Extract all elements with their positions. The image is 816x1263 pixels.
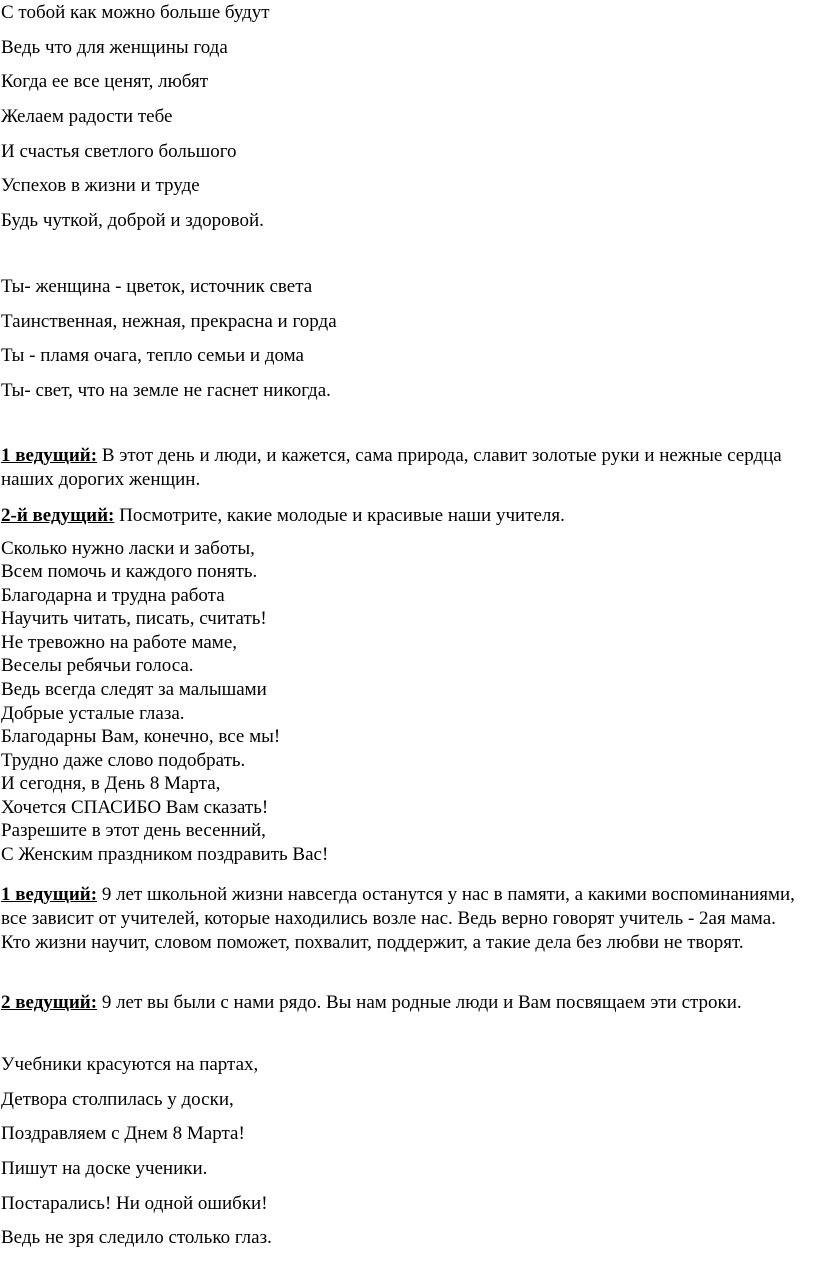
poem-line: Хочется СПАСИБО Вам сказать! <box>1 797 269 818</box>
poem-line: Ты- свет, что на земле не гаснет никогда. <box>1 380 331 401</box>
poem-line: Будь чуткой, доброй и здоровой. <box>1 210 264 231</box>
speaker-text: В этот день и люди, и кажется, сама природа, славит золотые руки и нежные сердца наших дорогих женщин. <box>1 445 782 490</box>
speaker-text: Посмотрите, какие молодые и красивые наши учителя. <box>114 505 565 526</box>
poem-line: Поздравляем с Днем 8 Марта! <box>1 1123 245 1144</box>
poem-line: Трудно даже слово подобрать. <box>1 750 246 771</box>
poem-line: Научить читать, писать, считать! <box>1 608 267 629</box>
poem-line: С Женским праздником поздравить Вас! <box>1 844 329 865</box>
speaker-text: 9 лет вы были с нами рядо. Вы нам родные люди и Вам посвящаем эти строки. <box>97 992 742 1013</box>
poem-line: Веселы ребячьи голоса. <box>1 655 194 676</box>
poem-line: И счастья светлого большого <box>1 141 237 162</box>
speaker-label: 2 ведущий: <box>1 992 98 1013</box>
poem-line: Благодарна и трудна работа <box>1 585 225 606</box>
poem-line: Всем помочь и каждого понять. <box>1 561 258 582</box>
poem-line: Сколько нужно ласки и заботы, <box>1 538 255 559</box>
poem-line: Ты - пламя очага, тепло семьи и дома <box>1 345 304 366</box>
speaker-label: 2-й ведущий: <box>1 505 115 526</box>
poem-line: Постарались! Ни одной ошибки! <box>1 1193 268 1214</box>
poem-line: Учебники красуются на партах, <box>1 1054 259 1075</box>
poem-line: Не тревожно на работе маме, <box>1 632 238 653</box>
poem-line: Пишут на доске ученики. <box>1 1158 208 1179</box>
speaker-paragraph <box>1 883 809 955</box>
speaker-paragraph <box>1 991 809 1015</box>
poem-line: Когда ее все ценят, любят <box>1 71 209 92</box>
poem-line: И сегодня, в День 8 Марта, <box>1 773 221 794</box>
speaker-text: 9 лет школьной жизни навсегда останутся у нас в памяти, а какими воспоминаниями, все зависит от учителей, которые находились возле нас. Ведь верно говорят учитель - 2ая мама. Кто жизни научит, словом поможет, похвалит, поддержит, а такие дела без любви не творят. <box>1 884 795 953</box>
poem-line: Ведь что для женщины года <box>1 37 228 58</box>
poem-line: Разрешите в этот день весенний, <box>1 820 266 841</box>
poem-line: Благодарны Вам, конечно, все мы! <box>1 726 281 747</box>
poem-line: С тобой как можно больше будут <box>1 2 270 23</box>
poem-line: Добрые усталые глаза. <box>1 703 185 724</box>
poem-line: Таинственная, нежная, прекрасна и горда <box>1 311 337 332</box>
poem-line: Детвора столпилась у доски, <box>1 1089 234 1110</box>
poem-line: Желаем радости тебе <box>1 106 173 127</box>
poem-line: Ведь не зря следило столько глаз. <box>1 1227 272 1248</box>
speaker-label: 1 ведущий: <box>1 445 98 466</box>
speaker-label: 1 ведущий: <box>1 884 98 905</box>
poem-line: Ведь всегда следят за малышами <box>1 679 267 700</box>
speaker-paragraph <box>1 444 809 492</box>
speaker-paragraph <box>1 504 809 528</box>
poem-line: Ты- женщина - цветок, источник света <box>1 276 313 297</box>
poem-line: Успехов в жизни и труде <box>1 175 200 196</box>
